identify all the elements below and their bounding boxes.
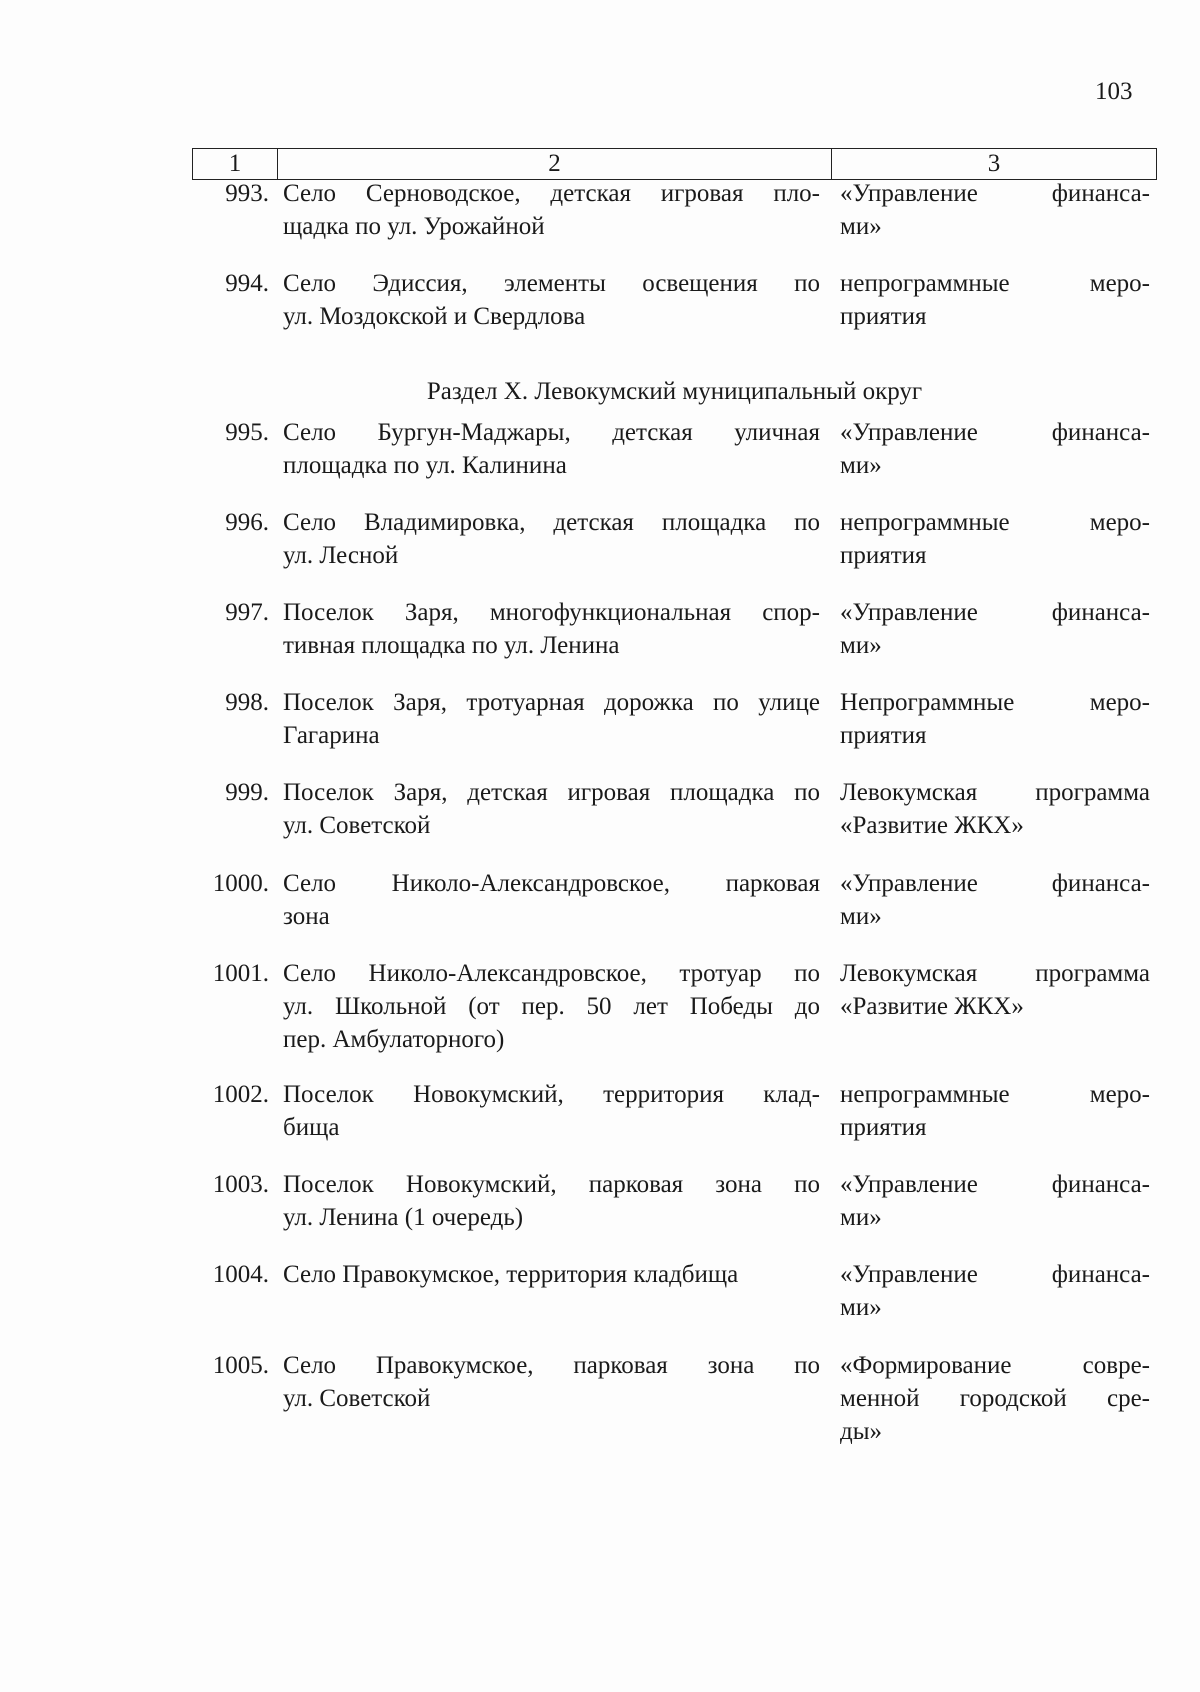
description-line: зона xyxy=(283,903,330,930)
funding-source-line: «Управление финанса- xyxy=(840,180,1150,207)
page-number: 103 xyxy=(1095,78,1133,105)
description-line: тивная площадка по ул. Ленина xyxy=(283,632,620,659)
description-line: пер. Амбулаторного) xyxy=(283,1026,505,1053)
description-line: Село Николо-Александровское, парковая xyxy=(283,870,820,897)
funding-source-line: приятия xyxy=(840,722,927,749)
row-description xyxy=(283,1168,820,1234)
description-line: Село Правокумское, территория кладбища xyxy=(283,1261,739,1288)
funding-source-line: «Управление финанса- xyxy=(840,1171,1150,1198)
row-description xyxy=(283,1078,820,1144)
row-description xyxy=(283,416,820,482)
funding-source-line: приятия xyxy=(840,542,927,569)
description-line: ул. Советской xyxy=(283,812,431,839)
funding-source-line: «Управление финанса- xyxy=(840,419,1150,446)
row-funding-source xyxy=(840,506,1150,572)
funding-source-line: ми» xyxy=(840,1204,882,1231)
row-number: 993. xyxy=(225,180,269,207)
row-number: 1002. xyxy=(212,1081,269,1108)
description-line: площадка по ул. Калинина xyxy=(283,452,567,479)
row-number: 995. xyxy=(225,419,269,446)
row-funding-source xyxy=(840,1078,1150,1144)
row-number: 998. xyxy=(225,689,269,716)
table-header xyxy=(192,148,1157,180)
header-col-1: 1 xyxy=(193,149,278,179)
funding-source-line: приятия xyxy=(840,1114,927,1141)
description-line: Поселок Новокумский, территория клад- xyxy=(283,1081,820,1108)
row-description xyxy=(283,957,820,1056)
funding-source-line: непрограммные меро- xyxy=(840,1081,1150,1108)
header-col-2: 2 xyxy=(278,149,832,179)
funding-source-line: Левокумская программа xyxy=(840,960,1150,987)
description-line: Село Николо-Александровское, тротуар по xyxy=(283,960,820,987)
row-number: 996. xyxy=(225,509,269,536)
row-funding-source xyxy=(840,267,1150,333)
row-number: 997. xyxy=(225,599,269,626)
row-funding-source xyxy=(840,776,1150,842)
description-line: Село Бургун-Маджары, детская уличная xyxy=(283,419,820,446)
funding-source-line: «Управление финанса- xyxy=(840,870,1150,897)
row-description xyxy=(283,267,820,333)
row-funding-source xyxy=(840,177,1150,243)
funding-source-line: «Развитие ЖКХ» xyxy=(840,993,1024,1020)
row-number: 1005. xyxy=(212,1352,269,1379)
description-line: Село Серноводское, детская игровая пло- xyxy=(283,180,820,207)
description-line: ул. Лесной xyxy=(283,542,399,569)
description-line: Село Владимировка, детская площадка по xyxy=(283,509,820,536)
row-number: 999. xyxy=(225,779,269,806)
row-number: 1004. xyxy=(212,1261,269,1288)
row-funding-source xyxy=(840,867,1150,933)
row-number: 994. xyxy=(225,270,269,297)
section-title: Раздел X. Левокумский муниципальный округ xyxy=(426,378,923,405)
funding-source-line: ды» xyxy=(840,1418,883,1445)
description-line: Село Эдиссия, элементы освещения по xyxy=(283,270,820,297)
funding-source-line: ми» xyxy=(840,632,882,659)
description-line: Село Правокумское, парковая зона по xyxy=(283,1352,820,1379)
row-description xyxy=(283,506,820,572)
row-description xyxy=(283,1349,820,1415)
funding-source-line: Левокумская программа xyxy=(840,779,1150,806)
row-funding-source xyxy=(840,957,1150,1023)
funding-source-line: «Управление финанса- xyxy=(840,599,1150,626)
description-line: Поселок Новокумский, парковая зона по xyxy=(283,1171,820,1198)
funding-source-line: «Развитие ЖКХ» xyxy=(840,812,1024,839)
row-number: 1001. xyxy=(212,960,269,987)
description-line: ул. Ленина (1 очередь) xyxy=(283,1204,524,1231)
funding-source-line: «Управление финанса- xyxy=(840,1261,1150,1288)
description-line: ул. Школьной (от пер. 50 лет Победы до xyxy=(283,993,820,1020)
description-line: щадка по ул. Урожайной xyxy=(283,213,545,240)
row-funding-source xyxy=(840,1168,1150,1234)
row-funding-source xyxy=(840,1349,1150,1448)
row-description xyxy=(283,596,820,662)
header-col-3: 3 xyxy=(987,150,1001,177)
row-description xyxy=(283,867,820,933)
row-description xyxy=(283,177,820,243)
funding-source-line: ми» xyxy=(840,903,882,930)
description-line: Гагарина xyxy=(283,722,380,749)
description-line: Поселок Заря, тротуарная дорожка по улице xyxy=(283,689,820,716)
row-funding-source xyxy=(840,686,1150,752)
row-funding-source xyxy=(840,1258,1150,1324)
funding-source-line: менной городской сре- xyxy=(840,1385,1150,1412)
row-description xyxy=(283,776,820,842)
funding-source-line: приятия xyxy=(840,303,927,330)
description-line: ул. Советской xyxy=(283,1385,431,1412)
row-description xyxy=(283,686,820,752)
funding-source-line: «Формирование совре- xyxy=(840,1352,1150,1379)
description-line: бища xyxy=(283,1114,340,1141)
funding-source-line: ми» xyxy=(840,1294,882,1321)
description-line: Поселок Заря, детская игровая площадка по xyxy=(283,779,820,806)
row-number: 1000. xyxy=(212,870,269,897)
row-number: 1003. xyxy=(212,1171,269,1198)
funding-source-line: непрограммные меро- xyxy=(840,509,1150,536)
row-funding-source xyxy=(840,416,1150,482)
funding-source-line: ми» xyxy=(840,213,882,240)
description-line: ул. Моздокской и Свердлова xyxy=(283,303,586,330)
funding-source-line: непрограммные меро- xyxy=(840,270,1150,297)
row-description xyxy=(283,1258,820,1291)
funding-source-line: Непрограммные меро- xyxy=(840,689,1150,716)
description-line: Поселок Заря, многофункциональная спор- xyxy=(283,599,820,626)
row-funding-source xyxy=(840,596,1150,662)
funding-source-line: ми» xyxy=(840,452,882,479)
